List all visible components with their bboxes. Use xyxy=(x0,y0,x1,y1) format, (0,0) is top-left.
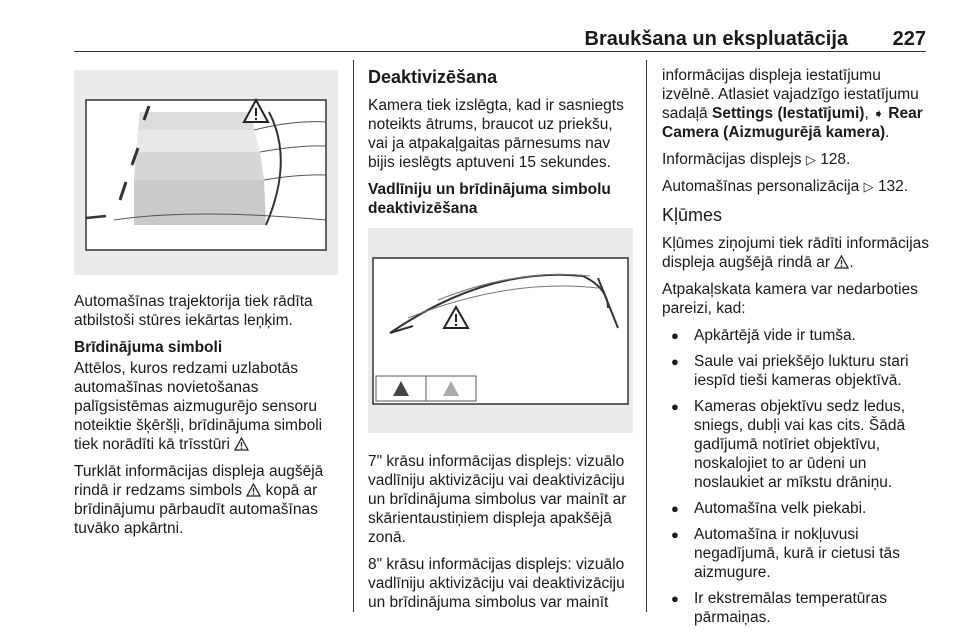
arrow-icon: ➧ xyxy=(873,106,884,121)
list-item: ● Apkārtējā vide ir tumša. xyxy=(662,326,932,345)
page-header xyxy=(74,28,926,50)
paragraph-text: Kļūmes ziņojumi tiek rādīti informācijas displeja augšējā rindā ar xyxy=(662,235,930,271)
subheading-warning-symbols: Brīdinājuma simboli xyxy=(74,339,223,356)
list-item: ● Kameras objektīvu sedz ledus, sniegs, dubļi vai kas cits. Šādā gadījumā notīriet objektīvu, noskalojiet to ar ūdeni un noslaukiet ar mīkstu drāniņu. xyxy=(662,397,932,492)
list-item: ● Saule vai priekšējo lukturu stari iespīd tieši kameras objektīvā. xyxy=(662,352,932,390)
menu-path-rear-camera: Rear Camera (Aizmugurējā kamera) xyxy=(662,105,923,141)
page-number: 227 xyxy=(892,28,926,50)
xref-text: Automašīnas personalizācija xyxy=(662,178,860,195)
figure-display-buttons xyxy=(368,228,633,433)
figure-caption: Automašīnas trajektorija tiek rādīta atbilstoši stūres iekārtas leņķim. xyxy=(74,293,313,329)
xref-text: Informācijas displejs xyxy=(662,151,802,168)
xref-page: 128. xyxy=(820,151,851,168)
warning-triangle-icon xyxy=(234,437,249,451)
column-divider xyxy=(353,60,354,612)
cross-reference xyxy=(662,150,932,169)
list-item: ● Ir ekstremālas temperatūras pārmaiņas. xyxy=(662,589,932,627)
bullet-list xyxy=(662,326,932,627)
paragraph xyxy=(662,66,932,142)
list-item: ● Automašīna ir nokļuvusi negadījumā, kurā ir cietusi tās aizmugure. xyxy=(662,525,932,582)
display-illustration xyxy=(368,228,633,433)
warning-triangle-icon xyxy=(246,483,261,497)
paragraph-text: Turklāt informācijas displeja augšējā rindā ir redzams simbols xyxy=(74,463,324,499)
xref-arrow-icon: ▷ xyxy=(863,179,874,194)
paragraph-text: informācijas displeja iestatījumu izvēlnē. Atlasiet vajadzīgo iestatījumu sadaļā xyxy=(662,67,919,122)
paragraph: Kamera tiek izslēgta, kad ir sasniegts noteikts ātrums, braucot uz priekšu, vai ja atpakaļgaitas pārnesums nav bijis ieslēgts aptuveni 15 sekundes. xyxy=(368,97,624,171)
xref-page: 132. xyxy=(877,178,909,195)
header-rule xyxy=(74,51,926,52)
paragraph-text: kopā ar brīdinājumu pārbaudīt automašīnas tuvāko apkārtni. xyxy=(74,482,318,537)
separator: , xyxy=(864,105,869,122)
trajectory-illustration xyxy=(74,70,338,275)
figure-trajectory xyxy=(74,70,338,275)
subheading-deactivation: Vadlīniju un brīdinājuma simbolu deaktivizēšana xyxy=(368,181,611,217)
list-item: ● Automašīna velk piekabi. xyxy=(662,499,932,518)
column-2-bottom xyxy=(368,452,636,620)
column-3 xyxy=(662,66,932,634)
header-title: Braukšana un ekspluatācija xyxy=(584,28,848,50)
paragraph: Atpakaļskata kamera var nedarboties pareizi, kad: xyxy=(662,281,918,317)
paragraph: 7" krāsu informācijas displejs: vizuālo vadlīniju aktivizāciju vai deaktivizāciju un brīdinājuma simbolus var mainīt ar skārientaustiņiem displeja apakšējā zonā. xyxy=(368,453,627,546)
cross-reference xyxy=(662,177,932,196)
xref-arrow-icon: ▷ xyxy=(805,152,816,167)
column-1 xyxy=(74,292,346,546)
paragraph-text: Attēlos, kuros redzami uzlabotās automašīnas novietošanas palīgsistēmas aizmugurējo sensoru noteiktie šķēršļi, brīdinājuma simboli tiek norādīti kā trīsstūri xyxy=(74,360,323,453)
period: . xyxy=(849,254,854,271)
paragraph: 8" krāsu informācijas displejs: vizuālo vadlīniju aktivizāciju vai deaktivizāciju un brīdinājuma simbolus var mainīt xyxy=(368,556,625,611)
paragraph xyxy=(74,462,346,538)
column-2-top xyxy=(368,66,636,226)
column-divider xyxy=(646,60,647,612)
warning-triangle-icon xyxy=(834,255,849,269)
paragraph xyxy=(74,359,346,454)
period: . xyxy=(885,124,890,141)
paragraph xyxy=(662,234,932,272)
menu-path-settings: Settings (Iestatījumi) xyxy=(712,105,865,122)
section-heading: Kļūmes xyxy=(662,205,723,225)
section-heading: Deaktivizēšana xyxy=(368,67,498,87)
